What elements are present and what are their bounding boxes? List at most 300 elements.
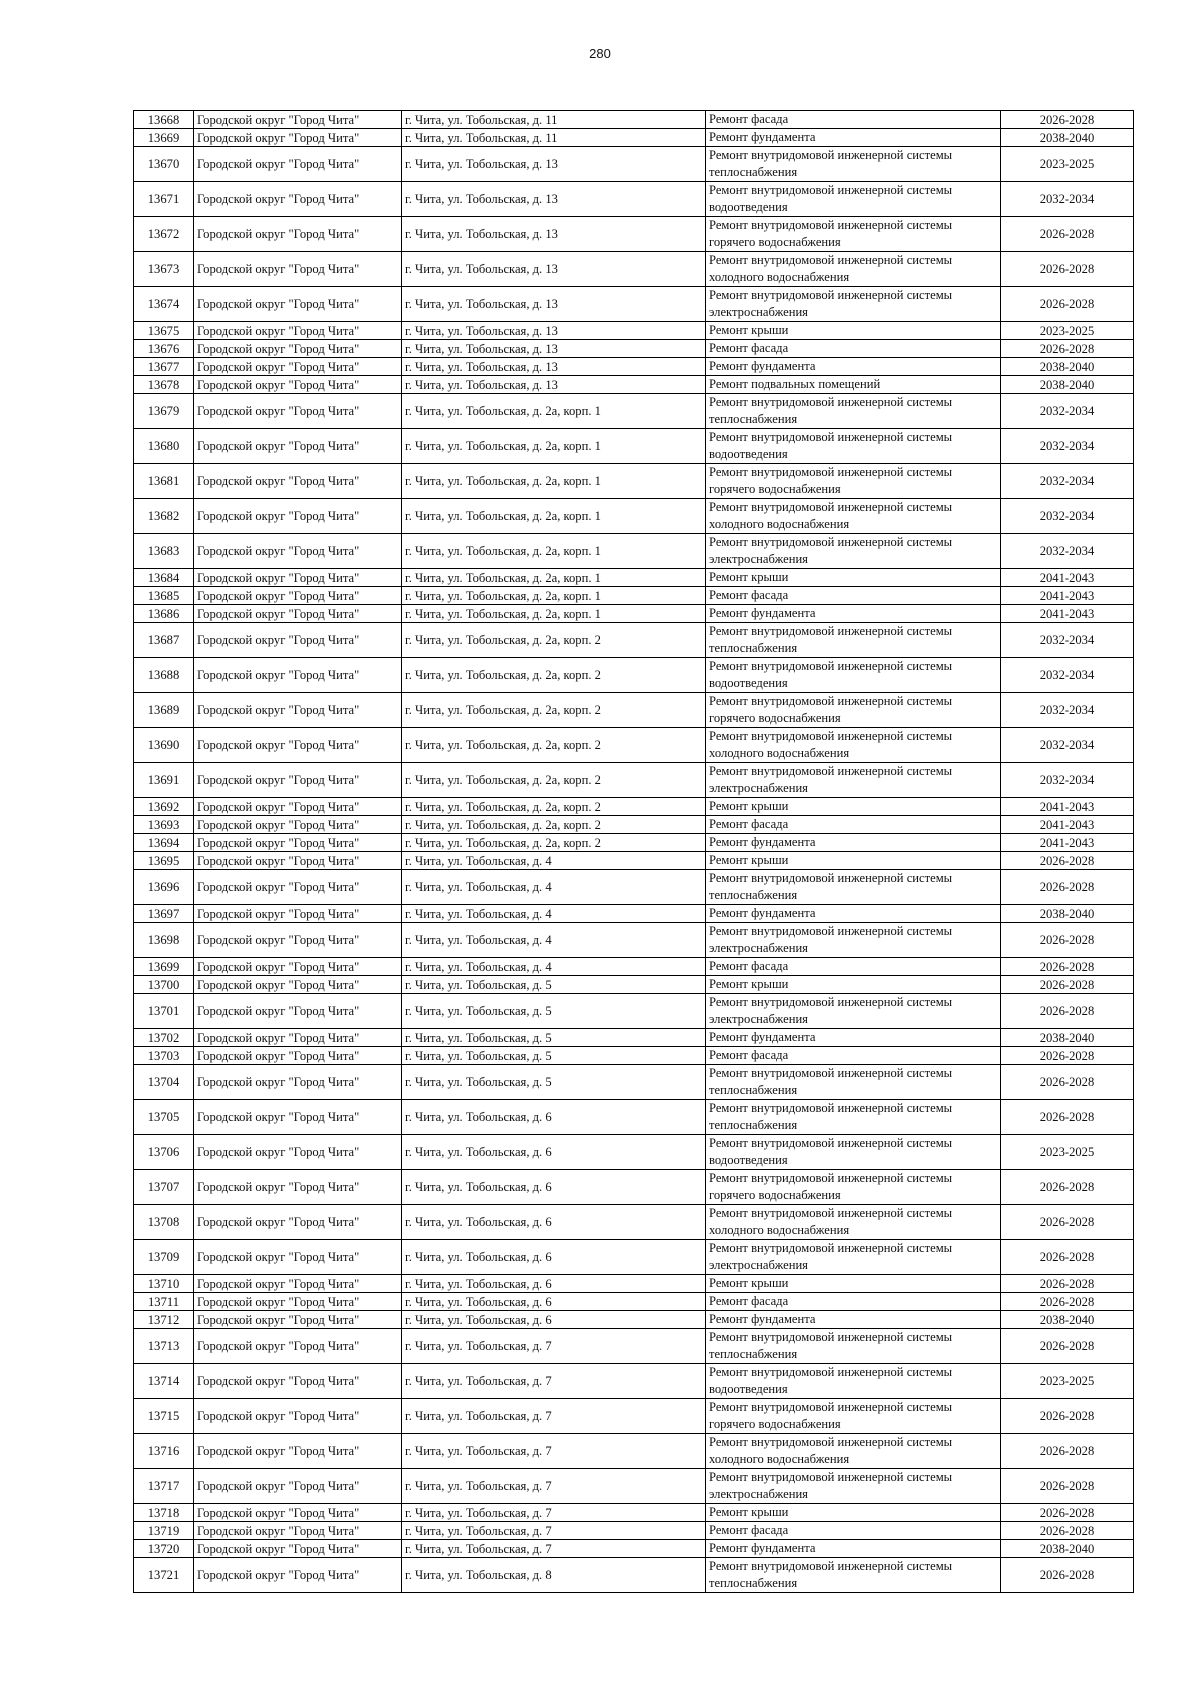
work-type-cell: Ремонт внутридомовой инженерной системы холодного водоснабжения — [706, 499, 1001, 534]
work-type-cell: Ремонт крыши — [706, 1275, 1001, 1293]
municipality-cell: Городской округ "Город Чита" — [194, 1240, 402, 1275]
municipality-cell: Городской округ "Город Чита" — [194, 287, 402, 322]
address-cell: г. Чита, ул. Тобольская, д. 2а, корп. 1 — [402, 605, 706, 623]
table-row — [134, 147, 1134, 182]
municipality-cell: Городской округ "Город Чита" — [194, 1469, 402, 1504]
table-row — [134, 763, 1134, 798]
row-number-cell: 13713 — [134, 1329, 194, 1364]
municipality-cell: Городской округ "Город Чита" — [194, 569, 402, 587]
work-type-cell: Ремонт фасада — [706, 816, 1001, 834]
row-number-cell: 13671 — [134, 182, 194, 217]
period-cell: 2032-2034 — [1001, 623, 1134, 658]
row-number-cell: 13714 — [134, 1364, 194, 1399]
work-type-cell: Ремонт внутридомовой инженерной системы теплоснабжения — [706, 623, 1001, 658]
work-type-cell: Ремонт внутридомовой инженерной системы теплоснабжения — [706, 1100, 1001, 1135]
period-cell: 2023-2025 — [1001, 1364, 1134, 1399]
municipality-cell: Городской округ "Город Чита" — [194, 1170, 402, 1205]
work-type-cell: Ремонт крыши — [706, 1504, 1001, 1522]
table-row — [134, 1469, 1134, 1504]
address-cell: г. Чита, ул. Тобольская, д. 2а, корп. 1 — [402, 587, 706, 605]
period-cell: 2026-2028 — [1001, 1047, 1134, 1065]
address-cell: г. Чита, ул. Тобольская, д. 2а, корп. 2 — [402, 658, 706, 693]
address-cell: г. Чита, ул. Тобольская, д. 6 — [402, 1275, 706, 1293]
address-cell: г. Чита, ул. Тобольская, д. 4 — [402, 923, 706, 958]
municipality-cell: Городской округ "Город Чита" — [194, 1275, 402, 1293]
address-cell: г. Чита, ул. Тобольская, д. 2а, корп. 2 — [402, 834, 706, 852]
table-row — [134, 658, 1134, 693]
work-type-cell: Ремонт фундамента — [706, 834, 1001, 852]
address-cell: г. Чита, ул. Тобольская, д. 4 — [402, 852, 706, 870]
period-cell: 2041-2043 — [1001, 834, 1134, 852]
municipality-cell: Городской округ "Город Чита" — [194, 358, 402, 376]
period-cell: 2032-2034 — [1001, 534, 1134, 569]
period-cell: 2023-2025 — [1001, 147, 1134, 182]
address-cell: г. Чита, ул. Тобольская, д. 13 — [402, 358, 706, 376]
row-number-cell: 13677 — [134, 358, 194, 376]
row-number-cell: 13708 — [134, 1205, 194, 1240]
table-row — [134, 693, 1134, 728]
address-cell: г. Чита, ул. Тобольская, д. 6 — [402, 1135, 706, 1170]
work-type-cell: Ремонт внутридомовой инженерной системы горячего водоснабжения — [706, 464, 1001, 499]
period-cell: 2041-2043 — [1001, 605, 1134, 623]
table-row — [134, 217, 1134, 252]
work-type-cell: Ремонт внутридомовой инженерной системы холодного водоснабжения — [706, 1205, 1001, 1240]
work-type-cell: Ремонт внутридомовой инженерной системы холодного водоснабжения — [706, 1434, 1001, 1469]
row-number-cell: 13701 — [134, 994, 194, 1029]
table-row — [134, 852, 1134, 870]
municipality-cell: Городской округ "Город Чита" — [194, 728, 402, 763]
work-type-cell: Ремонт внутридомовой инженерной системы холодного водоснабжения — [706, 728, 1001, 763]
table-row — [134, 1275, 1134, 1293]
address-cell: г. Чита, ул. Тобольская, д. 5 — [402, 1029, 706, 1047]
period-cell: 2026-2028 — [1001, 870, 1134, 905]
period-cell: 2026-2028 — [1001, 1504, 1134, 1522]
period-cell: 2026-2028 — [1001, 1522, 1134, 1540]
period-cell: 2026-2028 — [1001, 287, 1134, 322]
table-row — [134, 1047, 1134, 1065]
period-cell: 2026-2028 — [1001, 1558, 1134, 1593]
row-number-cell: 13687 — [134, 623, 194, 658]
row-number-cell: 13695 — [134, 852, 194, 870]
period-cell: 2032-2034 — [1001, 763, 1134, 798]
period-cell: 2026-2028 — [1001, 1399, 1134, 1434]
municipality-cell: Городской округ "Город Чита" — [194, 798, 402, 816]
work-type-cell: Ремонт крыши — [706, 569, 1001, 587]
municipality-cell: Городской округ "Город Чита" — [194, 605, 402, 623]
work-type-cell: Ремонт внутридомовой инженерной системы горячего водоснабжения — [706, 1399, 1001, 1434]
address-cell: г. Чита, ул. Тобольская, д. 2а, корп. 2 — [402, 816, 706, 834]
period-cell: 2032-2034 — [1001, 394, 1134, 429]
address-cell: г. Чита, ул. Тобольская, д. 13 — [402, 340, 706, 358]
period-cell: 2041-2043 — [1001, 587, 1134, 605]
work-type-cell: Ремонт фасада — [706, 1047, 1001, 1065]
table-row — [134, 870, 1134, 905]
table-row — [134, 728, 1134, 763]
row-number-cell: 13690 — [134, 728, 194, 763]
table-row — [134, 1240, 1134, 1275]
row-number-cell: 13669 — [134, 129, 194, 147]
period-cell: 2038-2040 — [1001, 129, 1134, 147]
work-type-cell: Ремонт крыши — [706, 798, 1001, 816]
row-number-cell: 13720 — [134, 1540, 194, 1558]
period-cell: 2038-2040 — [1001, 1311, 1134, 1329]
work-type-cell: Ремонт внутридомовой инженерной системы горячего водоснабжения — [706, 1170, 1001, 1205]
table-row — [134, 182, 1134, 217]
period-cell: 2026-2028 — [1001, 1434, 1134, 1469]
table-row — [134, 429, 1134, 464]
municipality-cell: Городской округ "Город Чита" — [194, 1135, 402, 1170]
period-cell: 2032-2034 — [1001, 182, 1134, 217]
municipality-cell: Городской округ "Город Чита" — [194, 376, 402, 394]
municipality-cell: Городской округ "Город Чита" — [194, 1293, 402, 1311]
address-cell: г. Чита, ул. Тобольская, д. 6 — [402, 1205, 706, 1240]
work-type-cell: Ремонт фундамента — [706, 1540, 1001, 1558]
row-number-cell: 13673 — [134, 252, 194, 287]
row-number-cell: 13679 — [134, 394, 194, 429]
address-cell: г. Чита, ул. Тобольская, д. 7 — [402, 1540, 706, 1558]
address-cell: г. Чита, ул. Тобольская, д. 5 — [402, 994, 706, 1029]
period-cell: 2038-2040 — [1001, 376, 1134, 394]
table-row — [134, 1170, 1134, 1205]
row-number-cell: 13719 — [134, 1522, 194, 1540]
municipality-cell: Городской округ "Город Чита" — [194, 1504, 402, 1522]
row-number-cell: 13705 — [134, 1100, 194, 1135]
municipality-cell: Городской округ "Город Чита" — [194, 129, 402, 147]
table-row — [134, 322, 1134, 340]
work-type-cell: Ремонт фундамента — [706, 358, 1001, 376]
municipality-cell: Городской округ "Город Чита" — [194, 1205, 402, 1240]
work-type-cell: Ремонт внутридомовой инженерной системы водоотведения — [706, 1135, 1001, 1170]
row-number-cell: 13696 — [134, 870, 194, 905]
address-cell: г. Чита, ул. Тобольская, д. 6 — [402, 1293, 706, 1311]
table-row — [134, 394, 1134, 429]
municipality-cell: Городской округ "Город Чита" — [194, 763, 402, 798]
table-row — [134, 340, 1134, 358]
work-type-cell: Ремонт фундамента — [706, 1311, 1001, 1329]
address-cell: г. Чита, ул. Тобольская, д. 13 — [402, 376, 706, 394]
address-cell: г. Чита, ул. Тобольская, д. 2а, корп. 1 — [402, 499, 706, 534]
municipality-cell: Городской округ "Город Чита" — [194, 1311, 402, 1329]
municipality-cell: Городской округ "Город Чита" — [194, 623, 402, 658]
work-type-cell: Ремонт внутридомовой инженерной системы электроснабжения — [706, 287, 1001, 322]
period-cell: 2032-2034 — [1001, 658, 1134, 693]
municipality-cell: Городской округ "Город Чита" — [194, 322, 402, 340]
address-cell: г. Чита, ул. Тобольская, д. 2а, корп. 1 — [402, 569, 706, 587]
row-number-cell: 13709 — [134, 1240, 194, 1275]
municipality-cell: Городской округ "Город Чита" — [194, 976, 402, 994]
municipality-cell: Городской округ "Город Чита" — [194, 464, 402, 499]
work-type-cell: Ремонт фундамента — [706, 605, 1001, 623]
period-cell: 2026-2028 — [1001, 1100, 1134, 1135]
table-row — [134, 499, 1134, 534]
period-cell: 2026-2028 — [1001, 923, 1134, 958]
table-row — [134, 798, 1134, 816]
table-row — [134, 464, 1134, 499]
period-cell: 2032-2034 — [1001, 429, 1134, 464]
work-type-cell: Ремонт внутридомовой инженерной системы теплоснабжения — [706, 394, 1001, 429]
work-type-cell: Ремонт внутридомовой инженерной системы холодного водоснабжения — [706, 252, 1001, 287]
row-number-cell: 13678 — [134, 376, 194, 394]
period-cell: 2032-2034 — [1001, 728, 1134, 763]
row-number-cell: 13715 — [134, 1399, 194, 1434]
address-cell: г. Чита, ул. Тобольская, д. 2а, корп. 1 — [402, 429, 706, 464]
row-number-cell: 13712 — [134, 1311, 194, 1329]
work-type-cell: Ремонт внутридомовой инженерной системы теплоснабжения — [706, 870, 1001, 905]
work-type-cell: Ремонт внутридомовой инженерной системы электроснабжения — [706, 923, 1001, 958]
table-row — [134, 358, 1134, 376]
address-cell: г. Чита, ул. Тобольская, д. 11 — [402, 111, 706, 129]
period-cell: 2032-2034 — [1001, 499, 1134, 534]
period-cell: 2038-2040 — [1001, 358, 1134, 376]
address-cell: г. Чита, ул. Тобольская, д. 6 — [402, 1170, 706, 1205]
address-cell: г. Чита, ул. Тобольская, д. 7 — [402, 1522, 706, 1540]
address-cell: г. Чита, ул. Тобольская, д. 7 — [402, 1504, 706, 1522]
work-type-cell: Ремонт внутридомовой инженерной системы водоотведения — [706, 182, 1001, 217]
municipality-cell: Городской округ "Город Чита" — [194, 923, 402, 958]
period-cell: 2026-2028 — [1001, 1240, 1134, 1275]
municipality-cell: Городской округ "Город Чита" — [194, 394, 402, 429]
work-type-cell: Ремонт подвальных помещений — [706, 376, 1001, 394]
work-type-cell: Ремонт внутридомовой инженерной системы водоотведения — [706, 1364, 1001, 1399]
period-cell: 2023-2025 — [1001, 1135, 1134, 1170]
work-type-cell: Ремонт внутридомовой инженерной системы электроснабжения — [706, 763, 1001, 798]
row-number-cell: 13668 — [134, 111, 194, 129]
address-cell: г. Чита, ул. Тобольская, д. 13 — [402, 252, 706, 287]
address-cell: г. Чита, ул. Тобольская, д. 2а, корп. 2 — [402, 728, 706, 763]
table-row — [134, 587, 1134, 605]
row-number-cell: 13717 — [134, 1469, 194, 1504]
municipality-cell: Городской округ "Город Чита" — [194, 1540, 402, 1558]
municipality-cell: Городской округ "Город Чита" — [194, 1329, 402, 1364]
municipality-cell: Городской округ "Город Чита" — [194, 340, 402, 358]
address-cell: г. Чита, ул. Тобольская, д. 2а, корп. 1 — [402, 394, 706, 429]
address-cell: г. Чита, ул. Тобольская, д. 4 — [402, 958, 706, 976]
address-cell: г. Чита, ул. Тобольская, д. 7 — [402, 1434, 706, 1469]
municipality-cell: Городской округ "Город Чита" — [194, 111, 402, 129]
row-number-cell: 13676 — [134, 340, 194, 358]
row-number-cell: 13702 — [134, 1029, 194, 1047]
address-cell: г. Чита, ул. Тобольская, д. 5 — [402, 1065, 706, 1100]
table-row — [134, 958, 1134, 976]
municipality-cell: Городской округ "Город Чита" — [194, 147, 402, 182]
address-cell: г. Чита, ул. Тобольская, д. 4 — [402, 905, 706, 923]
address-cell: г. Чита, ул. Тобольская, д. 13 — [402, 182, 706, 217]
municipality-cell: Городской округ "Город Чита" — [194, 1558, 402, 1593]
row-number-cell: 13699 — [134, 958, 194, 976]
table-row — [134, 1434, 1134, 1469]
municipality-cell: Городской округ "Город Чита" — [194, 994, 402, 1029]
table-row — [134, 1329, 1134, 1364]
table-row — [134, 1293, 1134, 1311]
period-cell: 2026-2028 — [1001, 252, 1134, 287]
municipality-cell: Городской округ "Город Чита" — [194, 1434, 402, 1469]
row-number-cell: 13681 — [134, 464, 194, 499]
municipality-cell: Городской округ "Город Чита" — [194, 816, 402, 834]
municipality-cell: Городской округ "Город Чита" — [194, 499, 402, 534]
row-number-cell: 13700 — [134, 976, 194, 994]
work-type-cell: Ремонт внутридомовой инженерной системы теплоснабжения — [706, 1065, 1001, 1100]
address-cell: г. Чита, ул. Тобольская, д. 13 — [402, 147, 706, 182]
table-row — [134, 923, 1134, 958]
period-cell: 2038-2040 — [1001, 1029, 1134, 1047]
row-number-cell: 13698 — [134, 923, 194, 958]
address-cell: г. Чита, ул. Тобольская, д. 5 — [402, 1047, 706, 1065]
table-row — [134, 605, 1134, 623]
period-cell: 2026-2028 — [1001, 852, 1134, 870]
table-row — [134, 976, 1134, 994]
period-cell: 2026-2028 — [1001, 1065, 1134, 1100]
municipality-cell: Городской округ "Город Чита" — [194, 252, 402, 287]
row-number-cell: 13675 — [134, 322, 194, 340]
work-type-cell: Ремонт фасада — [706, 958, 1001, 976]
municipality-cell: Городской округ "Город Чита" — [194, 587, 402, 605]
row-number-cell: 13710 — [134, 1275, 194, 1293]
work-type-cell: Ремонт внутридомовой инженерной системы водоотведения — [706, 658, 1001, 693]
municipality-cell: Городской округ "Город Чита" — [194, 429, 402, 464]
work-type-cell: Ремонт внутридомовой инженерной системы электроснабжения — [706, 1240, 1001, 1275]
address-cell: г. Чита, ул. Тобольская, д. 5 — [402, 976, 706, 994]
row-number-cell: 13688 — [134, 658, 194, 693]
municipality-cell: Городской округ "Город Чита" — [194, 1065, 402, 1100]
municipality-cell: Городской округ "Город Чита" — [194, 958, 402, 976]
table-body — [134, 111, 1134, 1593]
table-row — [134, 129, 1134, 147]
row-number-cell: 13691 — [134, 763, 194, 798]
row-number-cell: 13716 — [134, 1434, 194, 1469]
address-cell: г. Чита, ул. Тобольская, д. 11 — [402, 129, 706, 147]
capital-repair-table — [133, 110, 1134, 1593]
address-cell: г. Чита, ул. Тобольская, д. 6 — [402, 1240, 706, 1275]
work-type-cell: Ремонт внутридомовой инженерной системы электроснабжения — [706, 994, 1001, 1029]
row-number-cell: 13703 — [134, 1047, 194, 1065]
municipality-cell: Городской округ "Город Чита" — [194, 870, 402, 905]
table-row — [134, 994, 1134, 1029]
work-type-cell: Ремонт фасада — [706, 111, 1001, 129]
work-type-cell: Ремонт фасада — [706, 340, 1001, 358]
period-cell: 2041-2043 — [1001, 798, 1134, 816]
work-type-cell: Ремонт внутридомовой инженерной системы электроснабжения — [706, 534, 1001, 569]
table-row — [134, 534, 1134, 569]
row-number-cell: 13707 — [134, 1170, 194, 1205]
period-cell: 2026-2028 — [1001, 958, 1134, 976]
work-type-cell: Ремонт внутридомовой инженерной системы горячего водоснабжения — [706, 217, 1001, 252]
period-cell: 2038-2040 — [1001, 1540, 1134, 1558]
municipality-cell: Городской округ "Город Чита" — [194, 1399, 402, 1434]
period-cell: 2038-2040 — [1001, 905, 1134, 923]
table-row — [134, 111, 1134, 129]
work-type-cell: Ремонт фасада — [706, 1293, 1001, 1311]
table-row — [134, 1311, 1134, 1329]
row-number-cell: 13686 — [134, 605, 194, 623]
address-cell: г. Чита, ул. Тобольская, д. 2а, корп. 2 — [402, 623, 706, 658]
address-cell: г. Чита, ул. Тобольская, д. 7 — [402, 1469, 706, 1504]
municipality-cell: Городской округ "Город Чита" — [194, 1522, 402, 1540]
work-type-cell: Ремонт крыши — [706, 322, 1001, 340]
work-type-cell: Ремонт фундамента — [706, 129, 1001, 147]
work-type-cell: Ремонт крыши — [706, 976, 1001, 994]
period-cell: 2026-2028 — [1001, 340, 1134, 358]
period-cell: 2026-2028 — [1001, 1170, 1134, 1205]
row-number-cell: 13684 — [134, 569, 194, 587]
row-number-cell: 13680 — [134, 429, 194, 464]
period-cell: 2032-2034 — [1001, 693, 1134, 728]
table-row — [134, 287, 1134, 322]
municipality-cell: Городской округ "Город Чита" — [194, 182, 402, 217]
address-cell: г. Чита, ул. Тобольская, д. 4 — [402, 870, 706, 905]
row-number-cell: 13718 — [134, 1504, 194, 1522]
period-cell: 2026-2028 — [1001, 1205, 1134, 1240]
table-row — [134, 1364, 1134, 1399]
page-number: 280 — [589, 46, 611, 61]
period-cell: 2026-2028 — [1001, 1469, 1134, 1504]
period-cell: 2026-2028 — [1001, 1275, 1134, 1293]
period-cell: 2026-2028 — [1001, 994, 1134, 1029]
address-cell: г. Чита, ул. Тобольская, д. 7 — [402, 1329, 706, 1364]
table-row — [134, 1100, 1134, 1135]
address-cell: г. Чита, ул. Тобольская, д. 13 — [402, 287, 706, 322]
work-type-cell: Ремонт фундамента — [706, 1029, 1001, 1047]
row-number-cell: 13674 — [134, 287, 194, 322]
row-number-cell: 13694 — [134, 834, 194, 852]
work-type-cell: Ремонт крыши — [706, 852, 1001, 870]
address-cell: г. Чита, ул. Тобольская, д. 8 — [402, 1558, 706, 1593]
work-type-cell: Ремонт внутридомовой инженерной системы теплоснабжения — [706, 1329, 1001, 1364]
municipality-cell: Городской округ "Город Чита" — [194, 1047, 402, 1065]
table-row — [134, 1205, 1134, 1240]
address-cell: г. Чита, ул. Тобольская, д. 2а, корп. 1 — [402, 464, 706, 499]
period-cell: 2041-2043 — [1001, 569, 1134, 587]
work-type-cell: Ремонт фасада — [706, 1522, 1001, 1540]
table-row — [134, 569, 1134, 587]
row-number-cell: 13721 — [134, 1558, 194, 1593]
address-cell: г. Чита, ул. Тобольская, д. 6 — [402, 1311, 706, 1329]
address-cell: г. Чита, ул. Тобольская, д. 2а, корп. 2 — [402, 798, 706, 816]
row-number-cell: 13692 — [134, 798, 194, 816]
municipality-cell: Городской округ "Город Чита" — [194, 217, 402, 252]
table-row — [134, 252, 1134, 287]
period-cell: 2026-2028 — [1001, 976, 1134, 994]
address-cell: г. Чита, ул. Тобольская, д. 2а, корп. 2 — [402, 763, 706, 798]
municipality-cell: Городской округ "Город Чита" — [194, 693, 402, 728]
municipality-cell: Городской округ "Город Чита" — [194, 834, 402, 852]
work-type-cell: Ремонт внутридомовой инженерной системы водоотведения — [706, 429, 1001, 464]
table-row — [134, 1135, 1134, 1170]
work-type-cell: Ремонт внутридомовой инженерной системы теплоснабжения — [706, 1558, 1001, 1593]
address-cell: г. Чита, ул. Тобольская, д. 2а, корп. 2 — [402, 693, 706, 728]
address-cell: г. Чита, ул. Тобольская, д. 7 — [402, 1399, 706, 1434]
municipality-cell: Городской округ "Город Чита" — [194, 1100, 402, 1135]
period-cell: 2026-2028 — [1001, 217, 1134, 252]
row-number-cell: 13689 — [134, 693, 194, 728]
period-cell: 2023-2025 — [1001, 322, 1134, 340]
work-type-cell: Ремонт фасада — [706, 587, 1001, 605]
table-row — [134, 816, 1134, 834]
address-cell: г. Чита, ул. Тобольская, д. 13 — [402, 322, 706, 340]
row-number-cell: 13704 — [134, 1065, 194, 1100]
table-row — [134, 1065, 1134, 1100]
address-cell: г. Чита, ул. Тобольская, д. 7 — [402, 1364, 706, 1399]
table-row — [134, 834, 1134, 852]
period-cell: 2041-2043 — [1001, 816, 1134, 834]
table-row — [134, 1029, 1134, 1047]
period-cell: 2032-2034 — [1001, 464, 1134, 499]
row-number-cell: 13685 — [134, 587, 194, 605]
municipality-cell: Городской округ "Город Чита" — [194, 658, 402, 693]
row-number-cell: 13672 — [134, 217, 194, 252]
row-number-cell: 13682 — [134, 499, 194, 534]
table-row — [134, 376, 1134, 394]
period-cell: 2026-2028 — [1001, 1293, 1134, 1311]
